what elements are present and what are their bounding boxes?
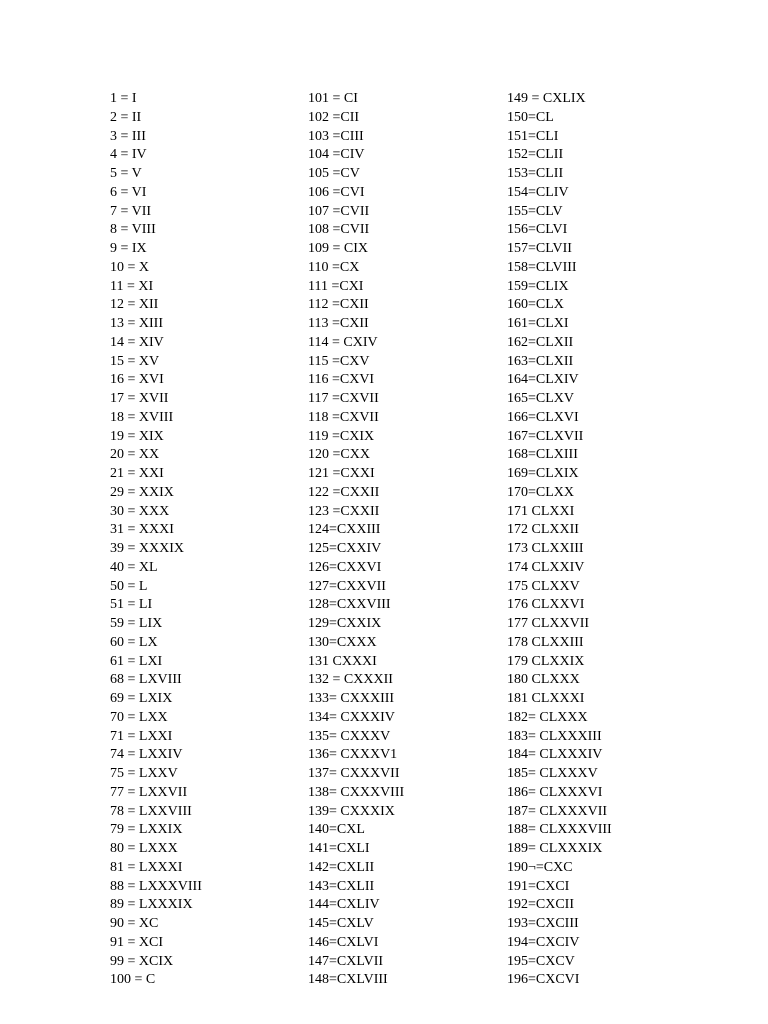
numeral-entry: 118 =CXVII	[308, 409, 379, 425]
numeral-entry: 75 = LXXV	[110, 766, 178, 781]
numeral-entry: 145=CXLV	[308, 916, 374, 931]
numeral-entry: 142=CXLII	[308, 859, 375, 875]
numeral-entry: 166=CLXVI	[507, 409, 579, 425]
numeral-entry: 4 = IV	[110, 147, 147, 163]
numeral-entry: 13 = XIII	[110, 316, 163, 331]
numeral-entry: 113 =CXII	[308, 316, 369, 331]
numeral-entry: 60 = LX	[110, 634, 158, 650]
numeral-entry: 16 = XVI	[110, 372, 164, 388]
numeral-entry: 182= CLXXX	[507, 709, 588, 725]
numeral-entry: 170=CLXX	[507, 484, 575, 500]
numeral-entry: 181 CLXXXI	[507, 691, 585, 706]
numeral-entry: 3 = III	[110, 128, 146, 144]
numeral-entry: 61 = LXI	[110, 653, 163, 669]
numeral-entry: 90 = XC	[110, 916, 159, 931]
numeral-entry: 107 =CVII	[308, 203, 370, 219]
numeral-entry: 135= CXXXV	[308, 728, 391, 744]
numeral-entry: 154=CLIV	[507, 184, 569, 200]
numeral-entry: 39 = XXXIX	[110, 541, 184, 556]
numeral-entry: 128=CXXVIII	[308, 597, 391, 613]
numeral-entry: 141=CXLI	[308, 841, 370, 856]
numeral-entry: 50 = L	[110, 578, 148, 594]
numeral-entry: 138= CXXXVIII	[308, 784, 405, 800]
numeral-entry: 81 = LXXXI	[110, 859, 183, 875]
numeral-entry: 15 = XV	[110, 353, 160, 369]
numeral-entry: 186= CLXXXVI	[507, 784, 603, 800]
numeral-entry: 169=CLXIX	[507, 466, 579, 481]
numeral-entry: 192=CXCII	[507, 897, 575, 913]
numeral-entry: 132 = CXXXII	[308, 672, 393, 688]
numeral-entry: 187= CLXXXVII	[507, 803, 608, 819]
numeral-entry: 29 = XXIX	[110, 484, 174, 500]
numeral-entry: 193=CXCIII	[507, 916, 579, 931]
numeral-entry: 12 = XII	[110, 297, 159, 313]
numeral-entry: 109 = CIX	[308, 241, 369, 256]
numeral-entry: 40 = XL	[110, 559, 158, 575]
numeral-entry: 149 = CXLIX	[507, 91, 586, 106]
numeral-entry: 184= CLXXXIV	[507, 747, 603, 763]
numeral-entry: 129=CXXIX	[308, 616, 382, 631]
numeral-entry: 180 CLXXX	[507, 672, 580, 688]
numeral-entry: 51 = LI	[110, 597, 153, 613]
numeral-entry: 108 =CVII	[308, 222, 370, 238]
numeral-entry: 112 =CXII	[308, 297, 369, 313]
numeral-entry: 147=CXLVII	[308, 953, 384, 969]
numeral-entry: 195=CXCV	[507, 953, 575, 969]
numeral-entry: 14 = XIV	[110, 334, 164, 350]
numeral-entry: 78 = LXXVIII	[110, 803, 192, 819]
numeral-entry: 196=CXCVI	[507, 972, 580, 988]
numeral-entry: 104 =CIV	[308, 147, 365, 163]
numeral-entry: 114 = CXIV	[308, 334, 378, 350]
numeral-entry: 110 =CX	[308, 259, 360, 275]
numeral-entry: 77 = LXXVII	[110, 784, 188, 800]
numeral-entry: 148=CXLVIII	[308, 972, 388, 988]
numeral-entry: 127=CXXVII	[308, 578, 386, 594]
numeral-entry: 1 = I	[110, 91, 137, 106]
numeral-entry: 188= CLXXXVIII	[507, 822, 612, 838]
numeral-entry: 105 =CV	[308, 166, 360, 181]
numeral-entry: 171 CLXXI	[507, 503, 575, 519]
numeral-entry: 191=CXCI	[507, 878, 570, 894]
numeral-entry: 164=CLXIV	[507, 372, 579, 388]
numeral-entry: 159=CLIX	[507, 278, 569, 294]
numeral-entry: 126=CXXVI	[308, 559, 382, 575]
numeral-entry: 2 = II	[110, 109, 142, 125]
numeral-entry: 190¬=CXC	[507, 859, 573, 875]
numeral-entry: 133= CXXXIII	[308, 691, 395, 706]
numeral-entry: 111 =CXI	[308, 278, 364, 294]
numeral-entry: 115 =CXV	[308, 353, 370, 369]
numeral-entry: 136= CXXXV1	[308, 747, 398, 763]
numeral-entry: 20 = XX	[110, 447, 160, 463]
numeral-entry: 144=CXLIV	[308, 897, 380, 913]
numeral-entry: 121 =CXXI	[308, 466, 375, 481]
numeral-entry: 106 =CVI	[308, 184, 365, 200]
numeral-entry: 178 CLXXIII	[507, 634, 584, 650]
numeral-entry: 116 =CXVI	[308, 372, 375, 388]
numeral-entry: 69 = LXIX	[110, 691, 173, 706]
numeral-entry: 18 = XVIII	[110, 409, 174, 425]
numeral-entry: 167=CLXVII	[507, 428, 584, 444]
column-2	[308, 90, 404, 990]
numeral-entry: 157=CLVII	[507, 241, 572, 256]
numeral-entry: 71 = LXXI	[110, 728, 173, 744]
numeral-entry: 31 = XXXI	[110, 522, 174, 538]
numeral-entry: 155=CLV	[507, 203, 563, 219]
numeral-entry: 8 = VIII	[110, 222, 156, 238]
numeral-entry: 117 =CXVII	[308, 391, 379, 406]
numeral-entry: 102 =CII	[308, 109, 360, 125]
numeral-entry: 5 = V	[110, 166, 142, 181]
numeral-entry: 174 CLXXIV	[507, 559, 585, 575]
numeral-entry: 125=CXXIV	[308, 541, 382, 556]
numeral-entry: 153=CLII	[507, 166, 564, 181]
numeral-entry: 152=CLII	[507, 147, 564, 163]
numeral-entry: 119 =CXIX	[308, 428, 375, 444]
numeral-entry: 168=CLXIII	[507, 447, 578, 463]
numeral-entry: 88 = LXXXVIII	[110, 878, 202, 894]
numeral-entry: 124=CXXIII	[308, 522, 381, 538]
numeral-entry: 185= CLXXXV	[507, 766, 598, 781]
numeral-entry: 123 =CXXII	[308, 503, 380, 519]
numeral-entry: 99 = XCIX	[110, 953, 174, 969]
numeral-entry: 194=CXCIV	[507, 934, 580, 950]
numeral-entry: 70 = LXX	[110, 709, 168, 725]
numeral-entry: 160=CLX	[507, 297, 564, 313]
numeral-entry: 156=CLVI	[507, 222, 568, 238]
numeral-entry: 162=CLXII	[507, 334, 574, 350]
numeral-entry: 134= CXXXIV	[308, 709, 395, 725]
numeral-entry: 179 CLXXIX	[507, 653, 585, 669]
numeral-entry: 140=CXL	[308, 822, 365, 838]
numeral-entry: 74 = LXXIV	[110, 747, 183, 763]
numeral-entry: 7 = VII	[110, 203, 152, 219]
numeral-entry: 68 = LXVIII	[110, 672, 182, 688]
numeral-entry: 173 CLXXIII	[507, 541, 584, 556]
numeral-entry: 79 = LXXIX	[110, 822, 183, 838]
column-1	[110, 90, 202, 990]
numeral-entry: 11 = XI	[110, 278, 154, 294]
numeral-entry: 6 = VI	[110, 184, 147, 200]
numeral-entry: 131 CXXXI	[308, 653, 377, 669]
numeral-entry: 122 =CXXII	[308, 484, 380, 500]
numeral-entry: 137= CXXXVII	[308, 766, 400, 781]
numeral-entry: 163=CLXII	[507, 353, 574, 369]
numeral-entry: 146=CXLVI	[308, 934, 379, 950]
numeral-entry: 17 = XVII	[110, 391, 169, 406]
numeral-entry: 103 =CIII	[308, 128, 364, 144]
numeral-entry: 101 = CI	[308, 91, 358, 106]
numeral-entry: 80 = LXXX	[110, 841, 178, 856]
numeral-entry: 161=CLXI	[507, 316, 569, 331]
numeral-entry: 59 = LIX	[110, 616, 163, 631]
numeral-entry: 150=CL	[507, 109, 554, 125]
numeral-entry: 175 CLXXV	[507, 578, 580, 594]
numeral-entry: 130=CXXX	[308, 634, 377, 650]
numeral-entry: 10 = X	[110, 259, 150, 275]
numeral-entry: 158=CLVIII	[507, 259, 577, 275]
numeral-entry: 177 CLXXVII	[507, 616, 590, 631]
numeral-entry: 176 CLXXVI	[507, 597, 585, 613]
numeral-entry: 19 = XIX	[110, 428, 164, 444]
numeral-entry: 120 =CXX	[308, 447, 370, 463]
numeral-entry: 30 = XXX	[110, 503, 170, 519]
numeral-entry: 165=CLXV	[507, 391, 575, 406]
column-3	[507, 90, 612, 990]
numeral-entry: 91 = XCI	[110, 934, 164, 950]
numeral-entry: 183= CLXXXIII	[507, 728, 602, 744]
numeral-entry: 143=CXLII	[308, 878, 375, 894]
numeral-entry: 172 CLXXII	[507, 522, 579, 538]
numeral-entry: 189= CLXXXIX	[507, 841, 603, 856]
numeral-entry: 89 = LXXXIX	[110, 897, 193, 913]
numeral-entry: 9 = IX	[110, 241, 147, 256]
numeral-entry: 21 = XXI	[110, 466, 164, 481]
numeral-entry: 151=CLI	[507, 128, 559, 144]
numeral-entry: 139= CXXXIX	[308, 803, 395, 819]
numeral-entry: 100 = C	[110, 972, 156, 988]
